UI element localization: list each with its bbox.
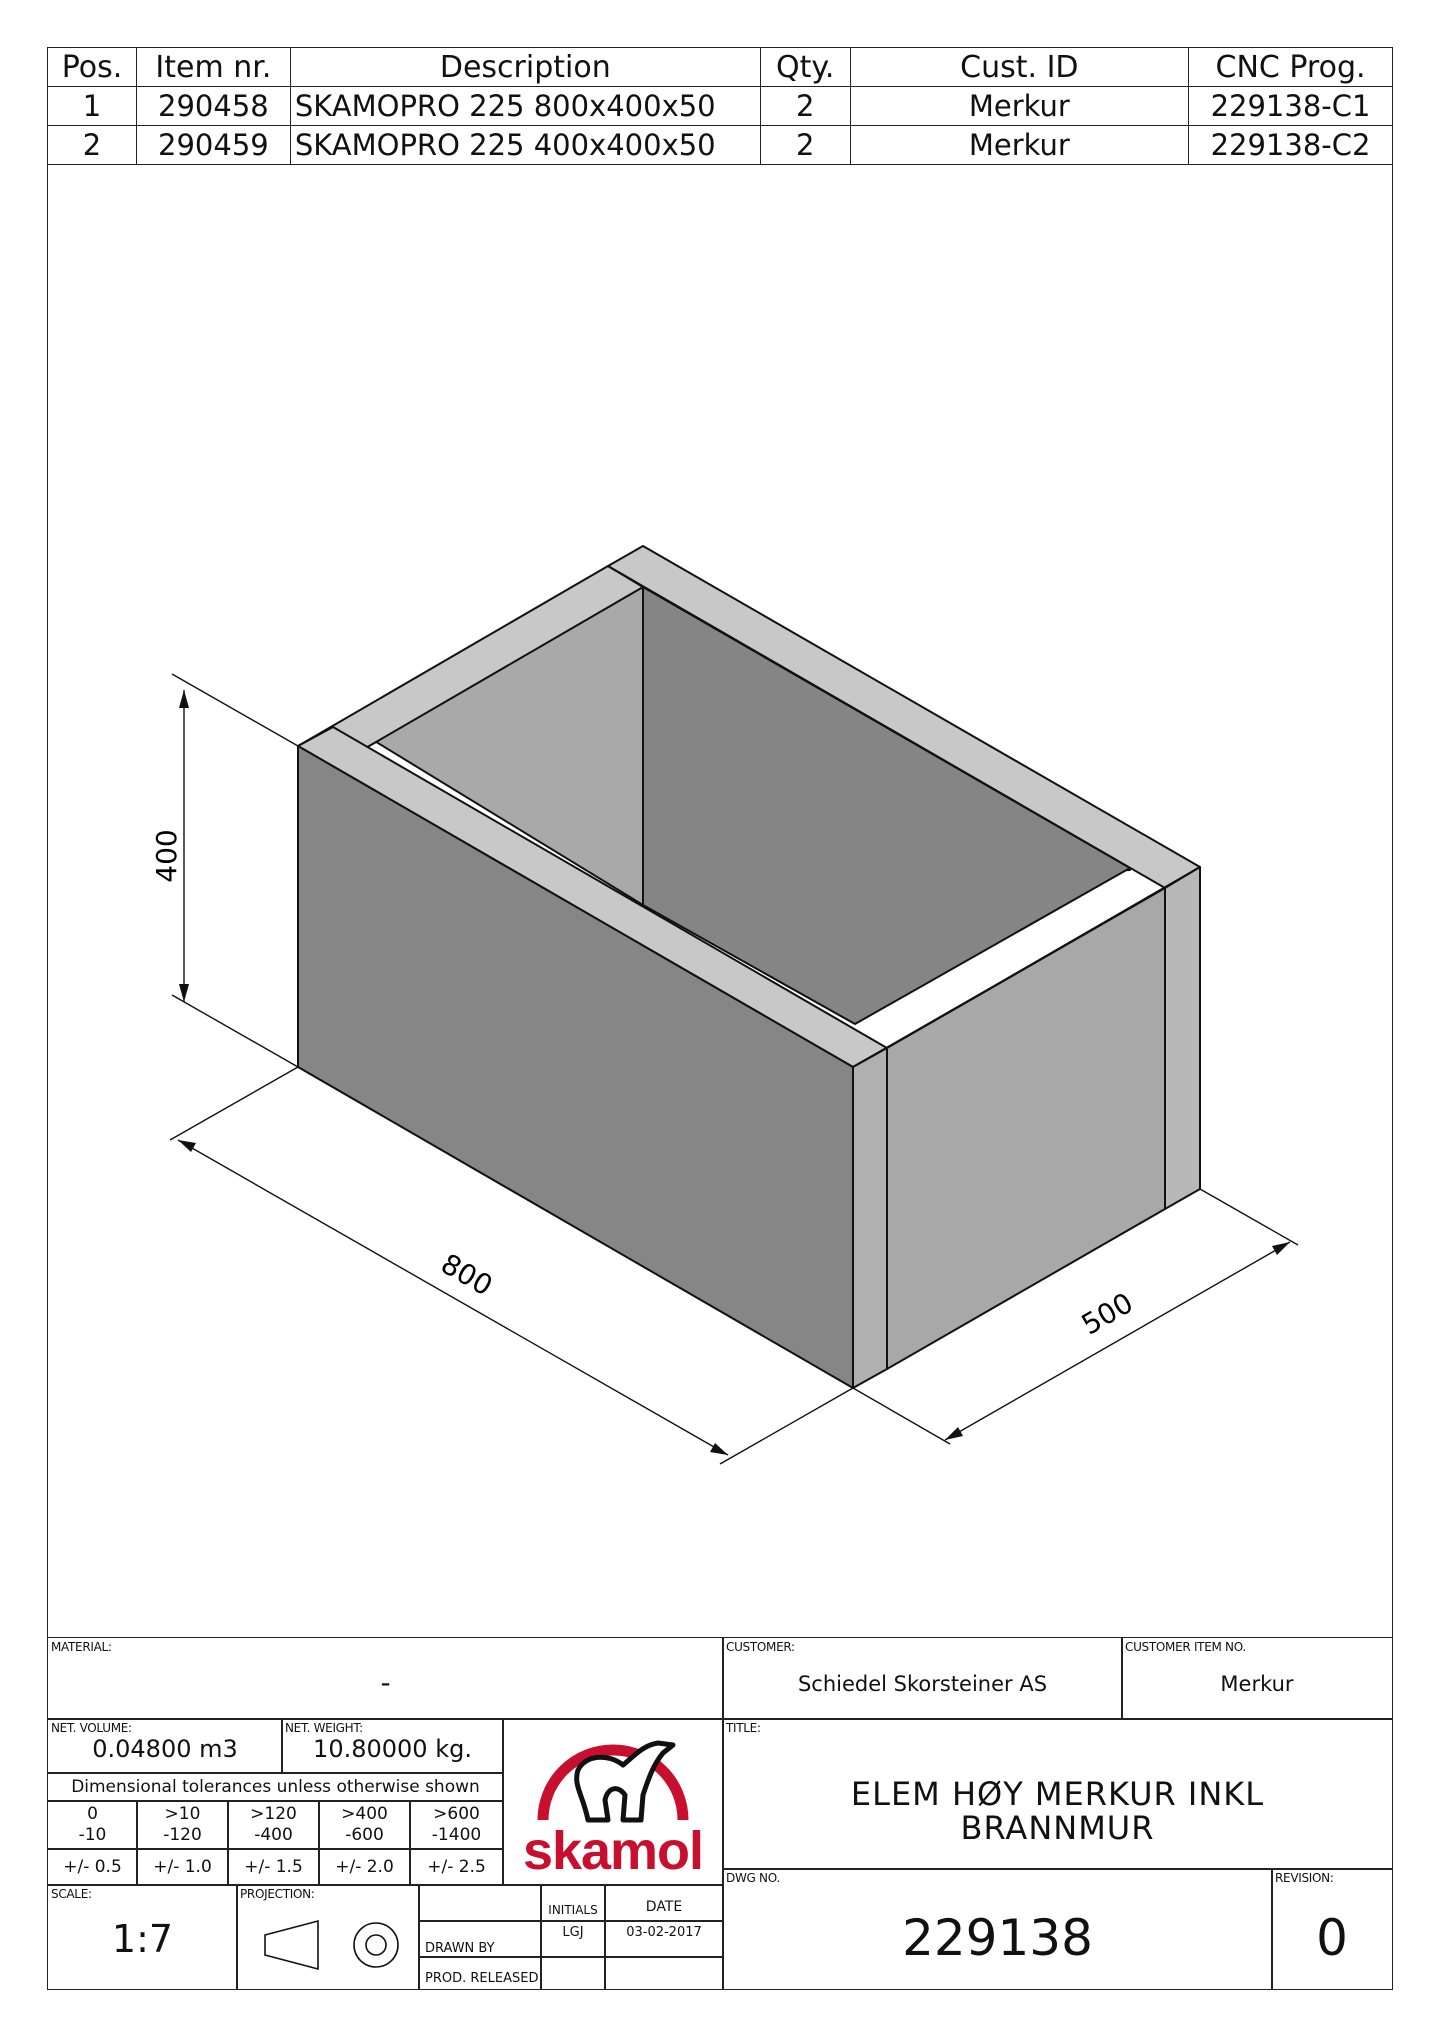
- tolerance-value-cell: [47, 1848, 138, 1886]
- dim-extension-line: [853, 1388, 950, 1444]
- scale-value: 1:7: [111, 1917, 174, 1961]
- tolerance-range-to: -120: [163, 1825, 202, 1845]
- projection-label: PROJECTION:: [240, 1887, 315, 1901]
- tolerance-value-cell: [227, 1848, 320, 1886]
- customer-item-value: Merkur: [1220, 1672, 1294, 1696]
- dim-extension-line: [172, 674, 298, 746]
- drawn-by-initials: LGJ: [562, 1925, 584, 1940]
- tolerance-range-from: >600: [433, 1804, 480, 1824]
- title-line-2: BRANNMUR: [960, 1809, 1155, 1847]
- dim-arrow: [710, 1443, 728, 1455]
- approvals-header-spacer: [418, 1884, 542, 1922]
- dim-label-height: 400: [150, 829, 183, 883]
- material-box: [47, 1637, 724, 1720]
- dim-extension-line: [170, 1067, 298, 1140]
- bom-cell: 1: [48, 87, 137, 126]
- customer-label: CUSTOMER:: [726, 1640, 795, 1654]
- tolerance-value-cell: [136, 1848, 229, 1886]
- title-line-1: ELEM HØY MERKUR INKL: [850, 1775, 1265, 1813]
- dim-arrow: [179, 690, 189, 708]
- bom-cell: Merkur: [850, 87, 1188, 126]
- dim-extension-line: [172, 995, 298, 1067]
- net-weight-value: 10.80000 kg.: [313, 1735, 472, 1763]
- drawn-by-cell: [418, 1920, 542, 1958]
- date-header-cell: [604, 1884, 724, 1922]
- revision-value: 0: [1316, 1909, 1348, 1967]
- dim-arrow: [1272, 1242, 1290, 1255]
- projection-box: [236, 1884, 420, 1990]
- net-volume-box: [47, 1718, 283, 1774]
- net-volume-value: 0.04800 m3: [92, 1735, 238, 1763]
- tolerance-range-to: -10: [78, 1825, 107, 1845]
- bom-header-pos: Pos.: [48, 48, 137, 87]
- outer-end-edge: [1165, 867, 1200, 1209]
- drawn-by-date-cell: [604, 1920, 724, 1958]
- dim-label-length: 800: [435, 1247, 499, 1303]
- tolerance-range-from: 0: [87, 1804, 98, 1824]
- bom-cell: 290459: [136, 126, 290, 165]
- prod-released-cell: [418, 1956, 542, 1990]
- prod-released-label: PROD. RELEASED: [425, 1971, 539, 1986]
- net-weight-label: NET. WEIGHT:: [285, 1721, 363, 1735]
- bom-header-item: Item nr.: [136, 48, 290, 87]
- drawn-by-initials-cell: [540, 1920, 606, 1958]
- tolerance-value: +/- 1.0: [153, 1857, 212, 1877]
- revision-box: [1271, 1868, 1393, 1990]
- outer-end-face: [853, 1048, 887, 1388]
- bom-cell: SKAMOPRO 225 800x400x50: [290, 87, 760, 126]
- customer-item-box: [1121, 1637, 1393, 1720]
- date-header: DATE: [645, 1899, 683, 1915]
- tolerance-range-cell: [227, 1800, 320, 1850]
- bom-cell: 2: [760, 126, 850, 165]
- scale-label: SCALE:: [51, 1887, 92, 1901]
- dim-arrow: [945, 1427, 963, 1440]
- prod-released-initials-cell: [540, 1956, 606, 1990]
- tolerance-range-cell: [47, 1800, 138, 1850]
- tolerance-range-to: -400: [254, 1825, 293, 1845]
- net-weight-box: [281, 1718, 504, 1774]
- tolerance-range-from: >400: [341, 1804, 388, 1824]
- bom-cell: Merkur: [850, 126, 1188, 165]
- tolerance-value: +/- 0.5: [63, 1857, 122, 1877]
- customer-value: Schiedel Skorsteiner AS: [797, 1672, 1048, 1696]
- dim-arrow: [178, 1140, 196, 1152]
- tolerance-heading-box: [47, 1772, 504, 1802]
- prod-released-date-cell: [604, 1956, 724, 1990]
- bom-header-cnc: CNC Prog.: [1189, 48, 1393, 87]
- drawn-by-label: DRAWN BY: [425, 1941, 495, 1956]
- net-volume-label: NET. VOLUME:: [51, 1721, 132, 1735]
- bom-header-qty: Qty.: [760, 48, 850, 87]
- revision-label: REVISION:: [1275, 1871, 1334, 1885]
- tolerance-value-cell: [409, 1848, 504, 1886]
- drawn-by-date: 03-02-2017: [626, 1925, 702, 1940]
- tolerance-range-cell: [409, 1800, 504, 1850]
- material-value: -: [380, 1666, 391, 1699]
- dim-extension-line: [1200, 1189, 1298, 1245]
- bom-cell: 229138-C2: [1189, 126, 1393, 165]
- bom-header-cust-id: Cust. ID: [850, 48, 1188, 87]
- logo-wordmark: skamol: [522, 1821, 704, 1881]
- tolerance-heading: Dimensional tolerances unless otherwise shown: [71, 1777, 480, 1797]
- tolerance-value: +/- 1.5: [244, 1857, 303, 1877]
- bom-cell: 229138-C1: [1189, 87, 1393, 126]
- tolerance-value: +/- 2.5: [427, 1857, 486, 1877]
- bom-cell: SKAMOPRO 225 400x400x50: [290, 126, 760, 165]
- bom-header-description: Description: [290, 48, 760, 87]
- logo-box: [502, 1718, 724, 1886]
- customer-item-label: CUSTOMER ITEM NO.: [1125, 1640, 1246, 1654]
- tolerance-range-from: >10: [164, 1804, 201, 1824]
- material-label: MATERIAL:: [51, 1640, 112, 1654]
- tolerance-value: +/- 2.0: [335, 1857, 394, 1877]
- projection-symbol-icon: [243, 1913, 413, 1983]
- tolerance-range-to: -600: [345, 1825, 384, 1845]
- tolerance-range-cell: [136, 1800, 229, 1850]
- tolerance-range-from: >120: [250, 1804, 297, 1824]
- title-label: TITLE:: [726, 1721, 761, 1735]
- initials-header-cell: [540, 1884, 606, 1922]
- tolerance-range-cell: [318, 1800, 411, 1850]
- initials-header: INITIALS: [548, 1903, 598, 1917]
- title-box: [722, 1718, 1393, 1870]
- dwg-value: 229138: [902, 1909, 1093, 1967]
- bom-cell: 2: [48, 126, 137, 165]
- dwg-label: DWG NO.: [726, 1871, 780, 1885]
- tolerance-value-cell: [318, 1848, 411, 1886]
- customer-box: [722, 1637, 1123, 1720]
- scale-box: [47, 1884, 238, 1990]
- dim-label-width: 500: [1075, 1286, 1139, 1342]
- dwg-box: [722, 1868, 1273, 1990]
- bom-cell: 2: [760, 87, 850, 126]
- bom-cell: 290458: [136, 87, 290, 126]
- tolerance-range-to: -1400: [431, 1825, 482, 1845]
- dim-extension-line: [720, 1388, 853, 1464]
